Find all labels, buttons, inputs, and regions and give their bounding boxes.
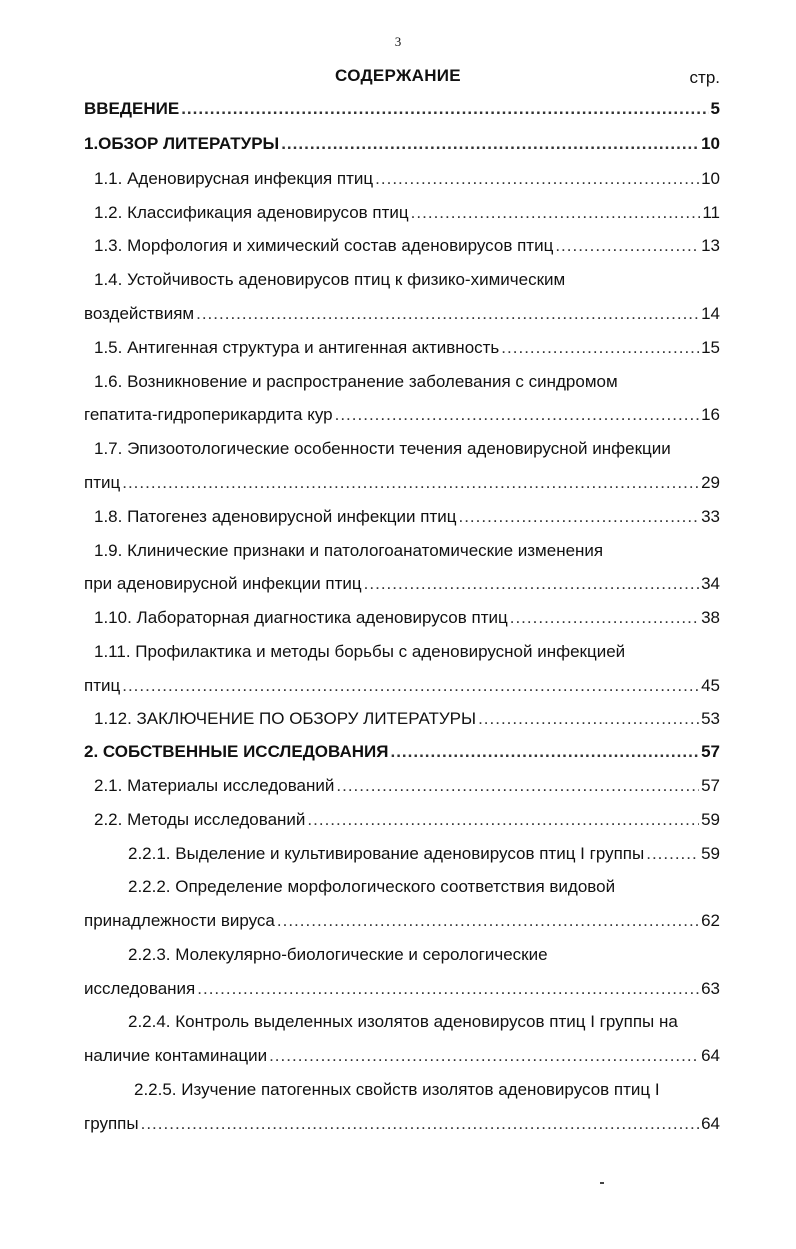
toc-entry-1-7-line1: 1.7. Эпизоотологические особенности течения аденовирусной инфекции xyxy=(94,439,671,458)
page-title: СОДЕРЖАНИЕ xyxy=(335,66,461,85)
toc-entry-2-2: 2.2. Методы исследований ..... 59 xyxy=(94,810,720,830)
toc-entry-1-1: 1.1. Аденовирусная инфекция птиц ..... 10 xyxy=(94,169,720,189)
toc-entry-1-6-line1: 1.6. Возникновение и распространение заболевания с синдромом xyxy=(94,372,618,391)
toc-entry-1-11-line1: 1.11. Профилактика и методы борьбы с аденовирусной инфекцией xyxy=(94,642,626,661)
toc-entry-1-3: 1.3. Морфология и химический состав аденовирусов птиц ..... 13 xyxy=(94,236,720,256)
toc-entry-1: 1.ОБЗОР ЛИТЕРАТУРЫ ..... 10 xyxy=(84,134,720,154)
page-column-label: стр. xyxy=(689,68,720,87)
page-number: 3 xyxy=(394,34,402,49)
toc-entry-2-2-5: группы ..... 64 xyxy=(84,1114,720,1134)
scan-speck xyxy=(600,1182,604,1184)
toc-entry-1-5: 1.5. Антигенная структура и антигенная активность ..... 15 xyxy=(94,338,720,358)
toc-entry-1-11: птиц ..... 45 xyxy=(84,676,720,696)
toc-entry-2-2-1: 2.2.1. Выделение и культивирование аденовирусов птиц I группы ..... 59 xyxy=(128,844,720,864)
toc-entry-1-6: гепатита-гидроперикардита кур ..... 16 xyxy=(84,405,720,425)
toc-entry-2-2-2-line1: 2.2.2. Определение морфологического соответствия видовой xyxy=(128,877,616,896)
toc-entry-1-9-line1: 1.9. Клинические признаки и патологоанатомические изменения xyxy=(94,541,604,560)
toc-entry-2-2-2: принадлежности вируса ..... 62 xyxy=(84,911,720,931)
toc-entry-1-4-line1: 1.4. Устойчивость аденовирусов птиц к физико-химическим xyxy=(94,270,566,289)
toc-entry-1-2: 1.2. Классификация аденовирусов птиц ..... 11 xyxy=(94,203,720,223)
toc-entry-2-2-4: наличие контаминации ..... 64 xyxy=(84,1046,720,1066)
toc-entry-1-7: птиц ..... 29 xyxy=(84,473,720,493)
toc-entry-2-2-3: исследования ..... 63 xyxy=(84,979,720,999)
toc-entry-1-8: 1.8. Патогенез аденовирусной инфекции птиц ..... 33 xyxy=(94,507,720,527)
toc-entry-2-2-3-line1: 2.2.3. Молекулярно-биологические и серологические xyxy=(128,945,548,964)
toc-entry-1-4: воздействиям ..... 14 xyxy=(84,304,720,324)
toc-entry-2-1: 2.1. Материалы исследований ..... 57 xyxy=(94,776,720,796)
toc-entry-1-9: при аденовирусной инфекции птиц ..... 34 xyxy=(84,574,720,594)
toc-entry-2: 2. СОБСТВЕННЫЕ ИССЛЕДОВАНИЯ ..... 57 xyxy=(84,742,720,762)
toc-entry-2-2-4-line1: 2.2.4. Контроль выделенных изолятов аденовирусов птиц I группы на xyxy=(128,1012,678,1031)
toc-entry-1-12: 1.12. ЗАКЛЮЧЕНИЕ ПО ОБЗОРУ ЛИТЕРАТУРЫ ..... 53 xyxy=(94,709,720,729)
toc-entry-1-10: 1.10. Лабораторная диагностика аденовирусов птиц ..... 38 xyxy=(94,608,720,628)
toc-entry-2-2-5-line1: 2.2.5. Изучение патогенных свойств изолятов аденовирусов птиц I xyxy=(134,1080,660,1099)
toc-entry-introduction: ВВЕДЕНИЕ ..... 5 xyxy=(84,99,720,119)
